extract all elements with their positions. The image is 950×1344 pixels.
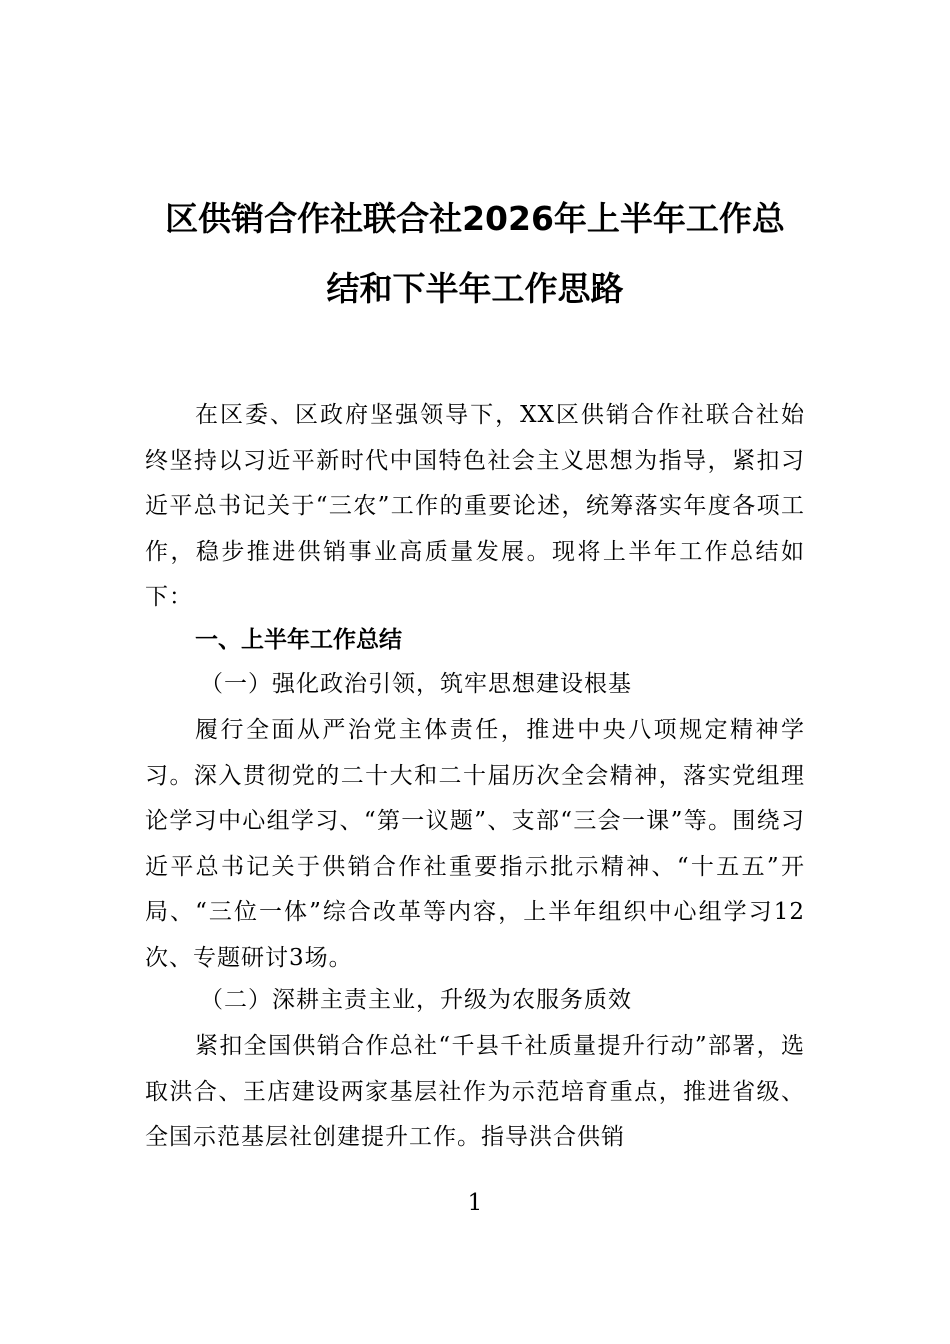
page-number: 1 xyxy=(467,1190,483,1216)
document-title-line-2: 结和下半年工作思路 xyxy=(326,269,624,308)
document-title-line-1: 区供销合作社联合社2026年上半年工作总 xyxy=(165,199,785,238)
subsection-heading-1: （一）强化政治引领，筑牢思想建设根基 xyxy=(200,671,632,697)
subsection-heading-2: （二）深耕主责主业，升级为农服务质效 xyxy=(200,987,632,1013)
intro-paragraph: 在区委、区政府坚强领导下，XX区供销合作社联合社始终坚持以习近平新时代中国特色社会主义思想为指导，紧扣习近平总书记关于“三农”工作的重要论述，统筹落实年度各项工作，稳步推进供销事业高质量发展。现将上半年工作总结如下： xyxy=(145,402,805,610)
section-heading-1: 一、上半年工作总结 xyxy=(195,627,402,653)
subsection-2-paragraph: 紧扣全国供销合作总社“千县千社质量提升行动”部署，选取洪合、王店建设两家基层社作为示范培育重点，推进省级、全国示范基层社创建提升工作。指导洪合供销 xyxy=(145,1033,805,1150)
subsection-1-paragraph: 履行全面从严治党主体责任，推进中央八项规定精神学习。深入贯彻党的二十大和二十届历次全会精神，落实党组理论学习中心组学习、“第一议题”、支部“三会一课”等。围绕习近平总书记关于供销合作社重要指示批示精神、“十五五”开局、“三位一体”综合改革等内容，上半年组织中心组学习12次、专题研讨3场。 xyxy=(145,717,805,971)
